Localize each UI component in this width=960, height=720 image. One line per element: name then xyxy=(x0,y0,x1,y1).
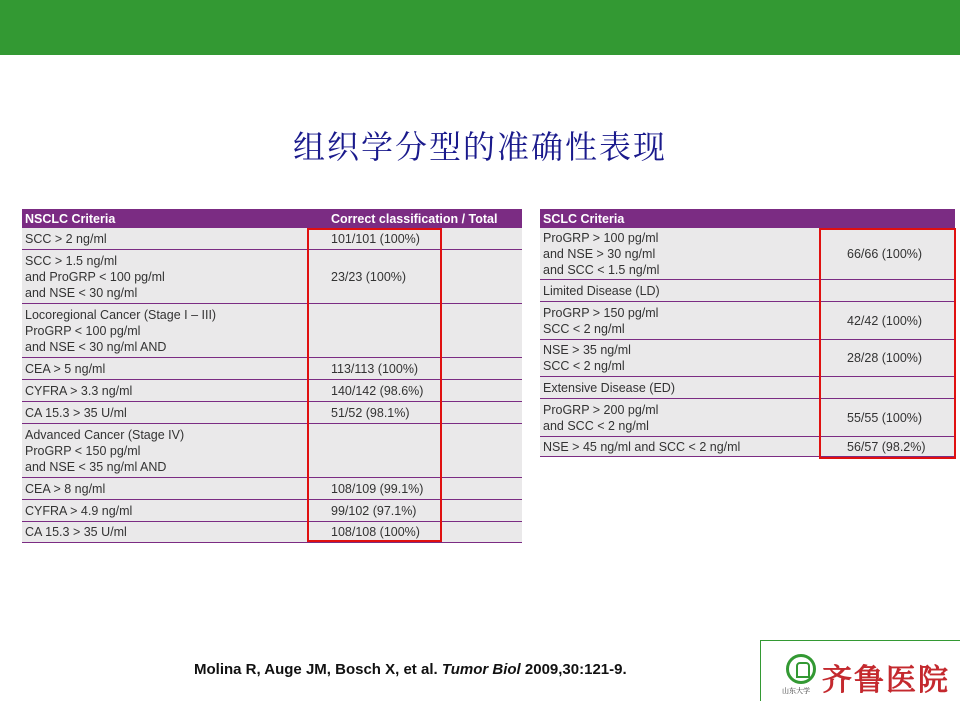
table-row xyxy=(22,402,522,424)
table-header xyxy=(22,209,522,228)
table-row xyxy=(22,500,522,522)
result-cell: 108/109 (99.1%) xyxy=(331,481,424,496)
citation xyxy=(194,661,627,678)
criteria-cell: ProGRP > 150 pg/ml SCC < 2 ng/ml xyxy=(543,305,659,336)
table-header xyxy=(540,209,955,228)
result-cell: 42/42 (100%) xyxy=(847,313,923,328)
table-row xyxy=(22,250,522,304)
table-row xyxy=(22,358,522,380)
criteria-cell: NSE > 35 ng/ml SCC < 2 ng/ml xyxy=(543,343,631,373)
criteria-cell: CEA > 5 ng/ml xyxy=(25,361,106,376)
table-row xyxy=(22,380,522,402)
result-cell: 101/101 (100%) xyxy=(331,231,420,246)
table-row xyxy=(22,228,522,250)
criteria-cell: CA 15.3 > 35 U/ml xyxy=(25,405,127,420)
criteria-cell: SCC > 1.5 ng/ml and ProGRP < 100 pg/ml and NSE < 30 ng/ml xyxy=(25,253,165,300)
university-emblem-icon xyxy=(786,654,816,684)
slide-title: 组织学分型的准确性表现 xyxy=(292,128,667,166)
table-row xyxy=(22,304,522,358)
criteria-cell: CEA > 8 ng/ml xyxy=(25,481,106,496)
result-cell: 140/142 (98.6%) xyxy=(331,383,424,398)
citation-journal: Tumor Biol xyxy=(441,661,521,678)
criteria-cell: CA 15.3 > 35 U/ml xyxy=(25,525,127,539)
top-banner xyxy=(0,0,960,55)
header-result: Correct classification / Total xyxy=(331,211,498,226)
table-row xyxy=(22,424,522,478)
criteria-cell: Extensive Disease (ED) xyxy=(543,380,675,395)
citation-details: 2009,30:121-9. xyxy=(520,661,627,678)
criteria-cell: Advanced Cancer (Stage IV) ProGRP < 150 pg/ml and NSE < 35 ng/ml AND xyxy=(25,427,185,474)
result-cell: 108/108 (100%) xyxy=(331,525,420,539)
sclc-highlight-box xyxy=(819,228,956,459)
criteria-cell: Limited Disease (LD) xyxy=(543,283,660,298)
citation-authors: Molina R, Auge JM, Bosch X, et al. xyxy=(194,661,442,678)
header-criteria: SCLC Criteria xyxy=(543,211,625,226)
criteria-cell: CYFRA > 4.9 ng/ml xyxy=(25,503,133,518)
hospital-logo-text: 齐鲁医院 xyxy=(822,663,950,698)
criteria-cell: NSE > 45 ng/ml and SCC < 2 ng/ml xyxy=(543,439,741,454)
result-cell: 51/52 (98.1%) xyxy=(331,405,410,420)
result-cell: 99/102 (97.1%) xyxy=(331,503,417,518)
logo-subtitle: 山东大学 xyxy=(782,687,810,695)
criteria-cell: Locoregional Cancer (Stage I – III) ProGRP < 100 pg/ml and NSE < 30 ng/ml AND xyxy=(25,307,217,354)
result-cell: 23/23 (100%) xyxy=(331,269,407,284)
result-cell: 28/28 (100%) xyxy=(847,351,923,365)
criteria-cell: SCC > 2 ng/ml xyxy=(25,231,107,246)
nsclc-table xyxy=(22,209,522,543)
result-cell: 113/113 (100%) xyxy=(331,361,419,376)
result-cell: 66/66 (100%) xyxy=(847,246,923,261)
table-row xyxy=(22,478,522,500)
nsclc-highlight-box xyxy=(307,228,442,542)
criteria-cell: CYFRA > 3.3 ng/ml xyxy=(25,383,133,398)
criteria-cell: ProGRP > 100 pg/ml and NSE > 30 ng/ml and SCC < 1.5 ng/ml xyxy=(543,230,660,277)
criteria-cell: ProGRP > 200 pg/ml and SCC < 2 ng/ml xyxy=(543,402,659,433)
header-criteria: NSCLC Criteria xyxy=(25,211,116,226)
table-row xyxy=(22,522,522,543)
result-cell: 56/57 (98.2%) xyxy=(847,439,926,454)
result-cell: 55/55 (100%) xyxy=(847,410,923,425)
